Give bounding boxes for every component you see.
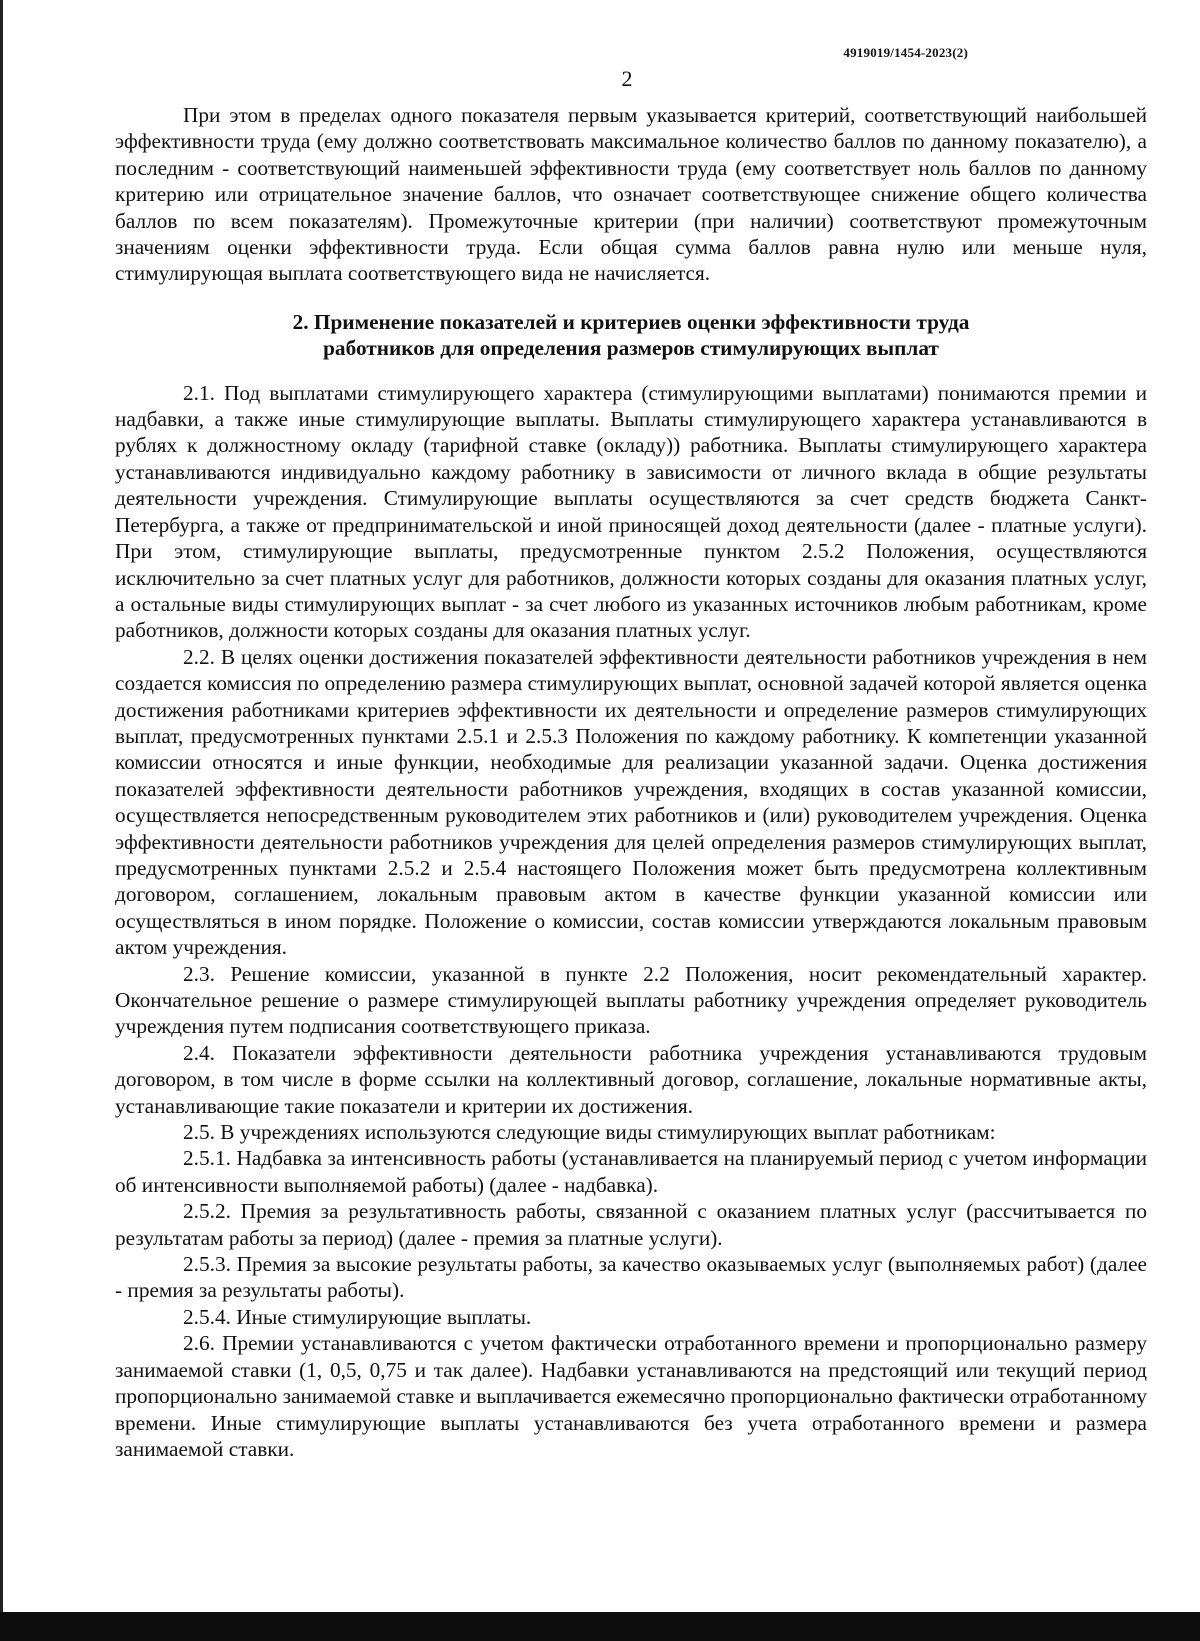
paragraph-2-5-1: 2.5.1. Надбавка за интенсивность работы (устанавливается на планируемый период с учетом информации об интенсивности выполняемой работы) (далее - надбавка). [115,1146,1147,1197]
paragraph-2-2: 2.2. В целях оценки достижения показателей эффективности деятельности работников учреждения в нем создается комиссия по определению размера стимулирующих выплат, основной задачей которой является оценка достижения работниками критериев эффективности их деятельности и определение размеров стимулирующих выплат, предусмотренных пунктами 2.5.1 и 2.5.3 Положения по каждому работнику. К компетенции указанной комиссии относятся и иные функции, необходимые для реализации указанной задачи. Оценка достижения показателей эффективности деятельности работников учреждения, входящих в состав указанной комиссии, осуществляется непосредственным руководителем этих работников и (или) руководителем учреждения. Оценка эффективности деятельности работников учреждения для целей определения размеров стимулирующих выплат, предусмотренных пунктами 2.5.2 и 2.5.4 настоящего Положения может быть предусмотрена коллективным договором, соглашением, локальным правовым актом в качестве функции указанной комиссии или осуществляться в ином порядке. Положение о комиссии, состав комиссии утверждаются локальным правовым актом учреждения. [115,644,1147,960]
paragraph-2-4: 2.4. Показатели эффективности деятельности работника учреждения устанавливаются трудовым договором, в том числе в форме ссылки на коллективный договор, соглашение, локальные нормативные акты, устанавливающие такие показатели и критерии их достижения. [115,1040,1147,1118]
paragraph-2-3: 2.3. Решение комиссии, указанной в пункте 2.2 Положения, носит рекомендательный характер. Окончательное решение о размере стимулирующей выплаты работнику учреждения определяет руководитель учреждения путем подписания соответствующего приказа. [115,961,1147,1039]
paragraph-2-5-3: 2.5.3. Премия за высокие результаты работы, за качество оказываемых услуг (выполняемых работ) (далее - премия за результаты работы). [115,1252,1147,1303]
section-heading [115,309,1147,362]
section-heading-line-2: работников для определения размеров стимулирующих выплат [323,336,939,361]
paragraph-2-5-2: 2.5.2. Премия за результативность работы, связанной с оказанием платных услуг (рассчитывается по результатам работы за период) (далее - премия за платные услуги). [115,1199,1147,1250]
document-body [115,102,1147,1462]
document-id: 4919019/1454-2023(2) [843,45,968,60]
paragraph-2-6: 2.6. Премии устанавливаются с учетом фактически отработанного времени и пропорционально размеру занимаемой ставки (1, 0,5, 0,75 и так далее). Надбавки устанавливаются на предстоящий или текущий период пропорционально занимаемой ставке и выплачивается ежемесячно пропорционально фактически отработанному времени. Иные стимулирующие выплаты устанавливаются без учета отработанного времени и размера занимаемой ставки. [115,1331,1147,1461]
section-heading-line-1: 2. Применение показателей и критериев оценки эффективности труда [292,309,970,334]
intro-paragraph: При этом в пределах одного показателя первым указывается критерий, соответствующий наибольшей эффективности труда (ему должно соответствовать максимальное количество баллов по данному показателю), а последним - соответствующий наименьшей эффективности труда (ему соответствует ноль баллов по данному критерию или отрицательное значение баллов, что означает соответствующее снижение общего количества баллов по всем показателям). Промежуточные критерии (при наличии) соответствуют промежуточным значениям оценки эффективности труда. Если общая сумма баллов равна нулю или меньше нуля, стимулирующая выплата соответствующего вида не начисляется. [115,103,1147,286]
scan-bottom-band [0,1612,1200,1641]
scan-left-edge [0,0,3,1641]
paragraph-2-5-4: 2.5.4. Иные стимулирующие выплаты. [183,1304,532,1329]
paragraph-2-5: 2.5. В учреждениях используются следующие виды стимулирующих выплат работникам: [183,1120,996,1145]
page-number: 2 [621,66,633,91]
paragraph-2-1: 2.1. Под выплатами стимулирующего характера (стимулирующими выплатами) понимаются премии и надбавки, а также иные стимулирующие выплаты. Выплаты стимулирующего характера устанавливаются в рублях к должностному окладу (тарифной ставке (окладу)) работника. Выплаты стимулирующего характера устанавливаются индивидуально каждому работнику в зависимости от личного вклада в общие результаты деятельности учреждения. Стимулирующие выплаты осуществляются за счет средств бюджета Санкт-Петербурга, а также от предпринимательской и иной приносящей доход деятельности (далее - платные услуги). При этом, стимулирующие выплаты, предусмотренные пунктом 2.5.2 Положения, осуществляются исключительно за счет платных услуг для работников, должности которых созданы для оказания платных услуг, а остальные виды стимулирующих выплат - за счет любого из указанных источников любым работникам, кроме работников, должности которых созданы для оказания платных услуг. [115,380,1147,643]
